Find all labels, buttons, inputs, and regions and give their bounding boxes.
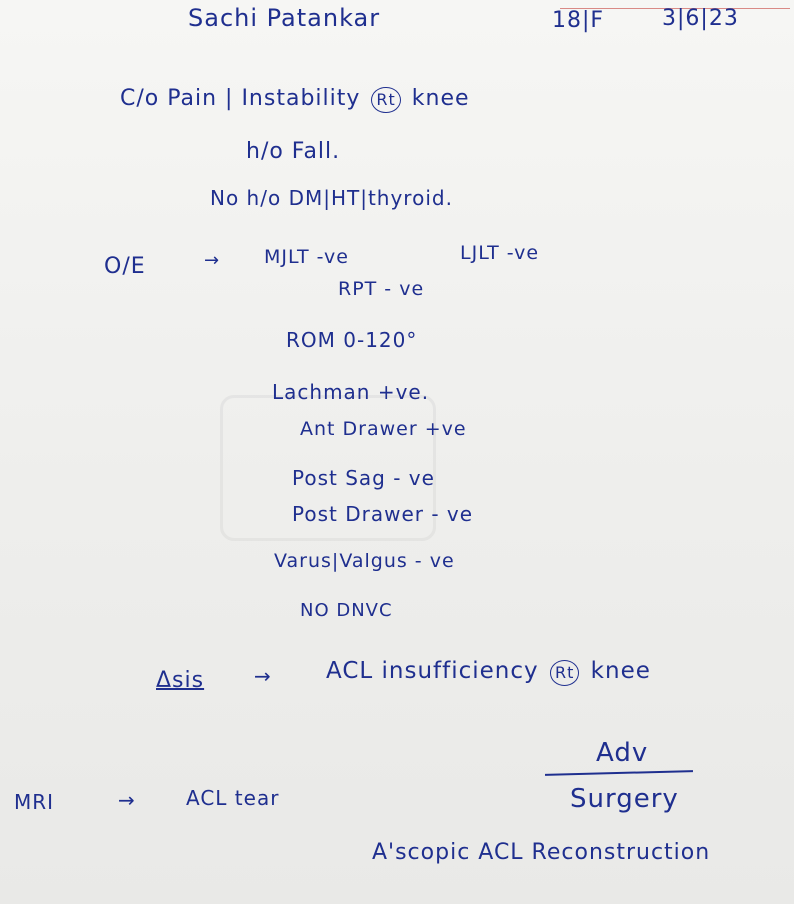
chief-complaint xyxy=(120,86,470,113)
post-drawer: Post Drawer - ve xyxy=(292,502,474,526)
age-sex: 18|F xyxy=(552,8,605,33)
diagnosis-arrow: → xyxy=(254,664,272,688)
oe-label: O/E xyxy=(104,254,146,279)
mri-label: MRI xyxy=(14,790,55,814)
rom: ROM 0-120° xyxy=(286,328,418,352)
advice-plan: A'scopic ACL Reconstruction xyxy=(372,840,711,865)
rpt: RPT - ve xyxy=(338,278,425,300)
mri-finding: ACL tear xyxy=(186,786,280,810)
chief-complaint-suffix: knee xyxy=(411,86,470,111)
history-fall: h/o Fall. xyxy=(246,139,341,164)
chief-complaint-text: C/o Pain | Instability xyxy=(120,86,361,111)
ant-drawer: Ant Drawer +ve xyxy=(300,418,467,440)
advice-fraction-line xyxy=(545,770,693,776)
diagnosis-suffix: knee xyxy=(590,658,651,684)
advice-text: Surgery xyxy=(570,784,679,814)
diagnosis xyxy=(326,658,651,686)
no-dnvc: NO DNVC xyxy=(300,600,393,621)
patient-name: Sachi Patankar xyxy=(188,4,381,32)
lachman: Lachman +ve. xyxy=(272,380,430,404)
side-circle: Rt xyxy=(371,87,400,113)
advice-label: Adv xyxy=(596,738,649,768)
date: 3|6|23 xyxy=(662,6,739,31)
diagnosis-text: ACL insufficiency xyxy=(326,658,539,684)
oe-arrow: → xyxy=(204,250,221,271)
ljlt: LJLT -ve xyxy=(460,242,540,264)
post-sag: Post Sag - ve xyxy=(292,466,435,490)
diagnosis-label: Δsis xyxy=(156,668,205,693)
mjlt: MJLT -ve xyxy=(264,246,349,268)
mri-arrow: → xyxy=(118,788,136,812)
no-history: No h/o DM|HT|thyroid. xyxy=(210,186,453,210)
varus-valgus: Varus|Valgus - ve xyxy=(274,550,455,572)
diagnosis-side-circle: Rt xyxy=(550,660,579,686)
